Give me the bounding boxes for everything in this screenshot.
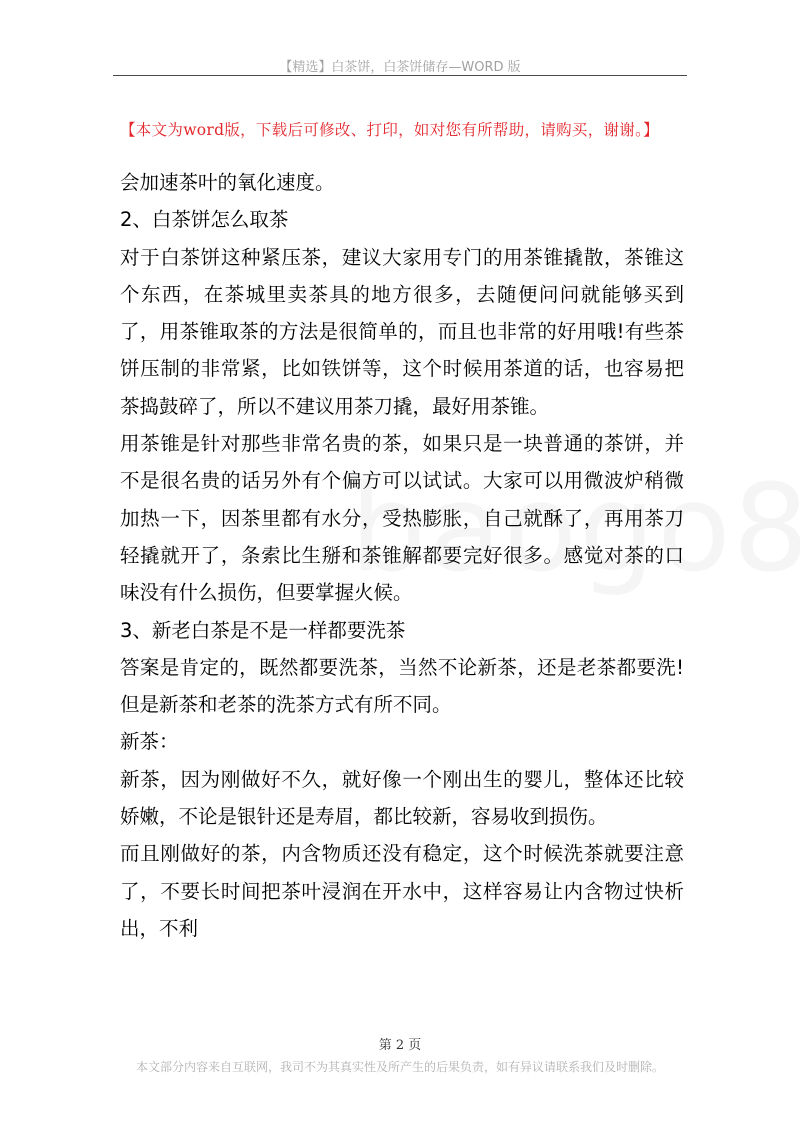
sub-heading: 新茶： [120, 730, 179, 754]
page-number: 第 2 页 [378, 1038, 422, 1053]
paragraph: 答案是肯定的，既然都要洗茶，当然不论新茶，还是老茶都要洗!但是新茶和老茶的洗茶方式有所不同。 [120, 655, 684, 717]
paragraph: 用茶锥是针对那些非常名贵的茶，如果只是一块普通的茶饼，并不是很名贵的话另外有个偏方可以试试。大家可以用微波炉稍微加热一下，因茶里都有水分，受热膨胀，自己就酥了，再用茶刀轻撬就开了，条索比生掰和茶锥解都要完好很多。感觉对茶的口味没有什么损伤，但要掌握火候。 [120, 432, 684, 605]
paragraph: 而且刚做好的茶，内含物质还没有稳定，这个时候洗茶就要注意了，不要长时间把茶叶浸润在开水中，这样容易让内含物过快析出，不利 [120, 842, 684, 940]
section-heading: 2、白茶饼怎么取茶 [120, 208, 289, 232]
paragraph: 对于白茶饼这种紧压茶，建议大家用专门的用茶锥撬散，茶锥这个东西，在茶城里卖茶具的地方很多，去随便问问就能够买到了，用茶锥取茶的方法是很简单的，而且也非常的好用哦!有些茶饼压制的非常紧，比如铁饼等，这个时候用茶道的话，也容易把茶捣鼓碎了，所以不建议用茶刀撬，最好用茶锥。 [120, 245, 684, 418]
document-body [120, 164, 684, 947]
footer-disclaimer: 本文部分内容来自互联网，我司不为其真实性及所产生的后果负责，如有异议请联系我们及时删除。 [135, 1060, 664, 1074]
header-rule [113, 75, 687, 76]
paragraph: 新茶，因为刚做好不久，就好像一个刚出生的婴儿，整体还比较娇嫩，不论是银针还是寿眉，都比较新，容易收到损伤。 [120, 767, 684, 829]
section-heading: 3、新老白茶是不是一样都要洗茶 [120, 618, 406, 642]
word-version-notice: 【本文为word版，下载后可修改、打印，如对您有所帮助，请购买，谢谢。】 [120, 121, 659, 139]
page-header: 【精选】白茶饼，白茶饼储存—WORD 版 [279, 60, 521, 75]
paragraph: 会加速茶叶的氧化速度。 [120, 171, 335, 194]
